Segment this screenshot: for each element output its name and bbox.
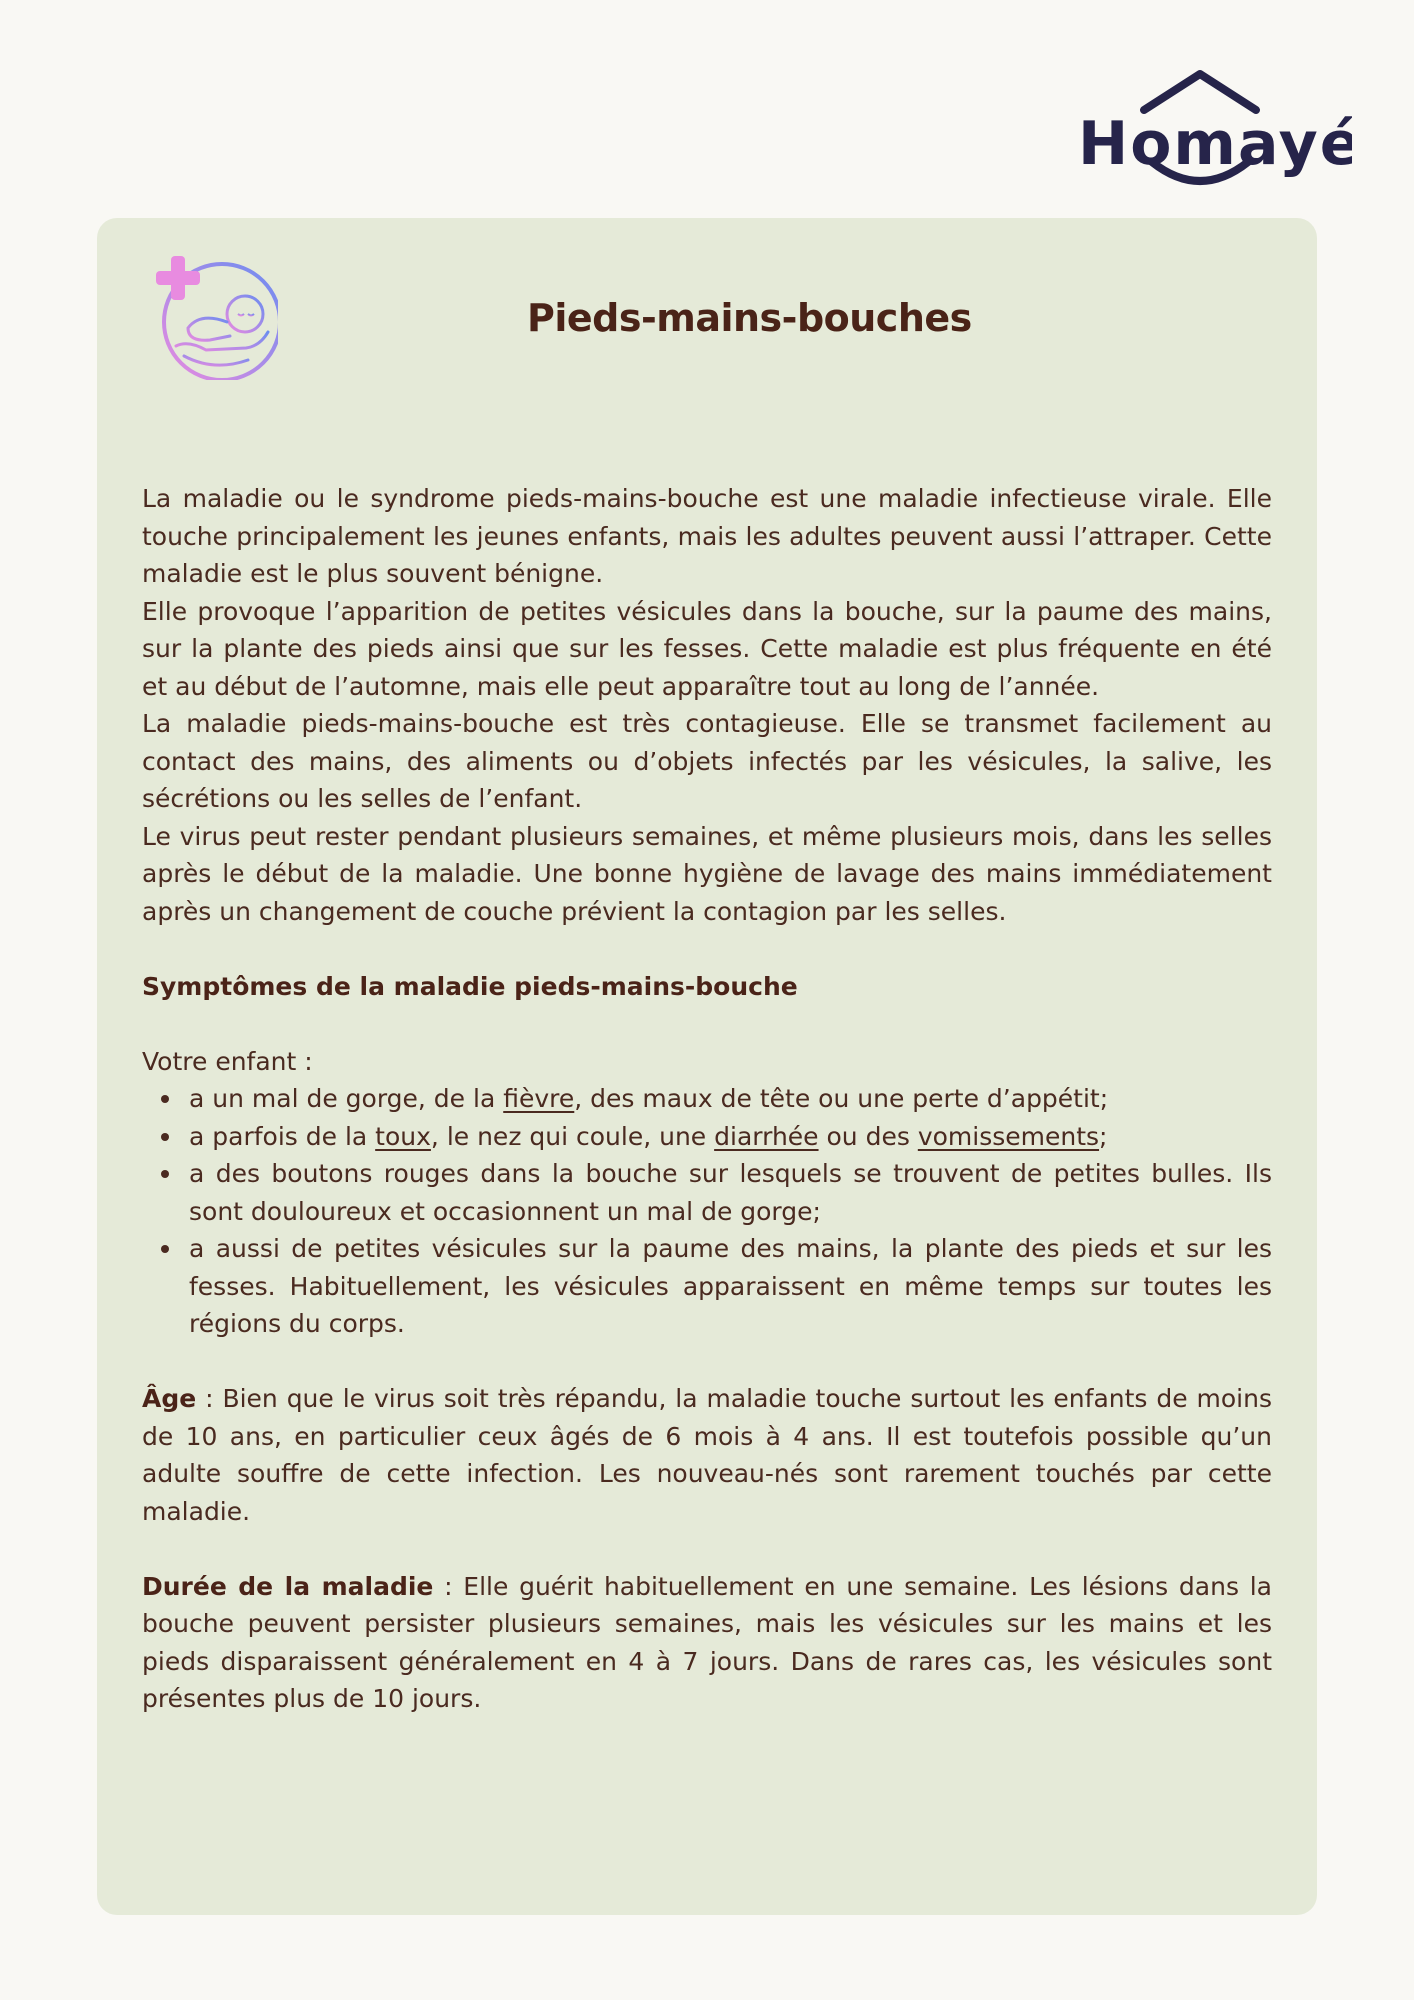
document-body — [142, 480, 1272, 1718]
link-diarrhee[interactable]: diarrhée — [714, 1121, 819, 1151]
house-roof-logo-icon — [1072, 60, 1352, 200]
list-item: a des boutons rouges dans la bouche sur lesquels se trouvent de petites bulles. Ils sont douloureux et occasionnent un mal de gorge; — [189, 1155, 1272, 1230]
age-paragraph: Âge : Bien que le virus soit très répandu, la maladie touche surtout les enfants de moins de 10 ans, en particulier ceux âgés de 6 mois à 4 ans. Il est toutefois possible qu’un adulte souffre de cette infection. Les nouveau-nés sont rarement touchés par cette maladie. — [142, 1384, 1272, 1526]
link-vomissements[interactable]: vomissements — [917, 1121, 1100, 1151]
list-item: a aussi de petites vésicules sur la paume des mains, la plante des pieds et sur les fesses. Habituellement, les vésicules apparaissent en même temps sur toutes les régions du corps. — [189, 1230, 1272, 1343]
paragraph: La maladie pieds-mains-bouche est très contagieuse. Elle se transmet facilement au contact des mains, des aliments ou d’objets infectés par les vésicules, la salive, les sécrétions ou les selles de l’enfant. — [142, 709, 1272, 813]
link-fievre[interactable]: fièvre — [503, 1084, 575, 1113]
paragraph: Le virus peut rester pendant plusieurs semaines, et même plusieurs mois, dans les selles après le début de la maladie. Une bonne hygiène de lavage des mains immédiatement après un changement de couche prévient la contagion par les selles. — [142, 821, 1272, 926]
list-item: a parfois de la toux, le nez qui coule, une diarrhée ou des vomissements; — [189, 1118, 1272, 1156]
symptoms-lead: Votre enfant : — [142, 1046, 313, 1076]
brand-logo — [1072, 60, 1352, 200]
paragraph: Elle provoque l’apparition de petites vésicules dans la bouche, sur la paume des mains, sur la plante des pieds ainsi que sur les fesses. Cette maladie est plus fréquente en été et au début de l’automne, mais elle peut apparaître tout au long de l’année. — [142, 596, 1272, 701]
duration-paragraph: Durée de la maladie : Elle guérit habituellement en une semaine. Les lésions dans la bouche peuvent persister plusieurs semaines, mais les vésicules sur les mains et les pieds disparaissent généralement en 4 à 7 jours. Dans de rares cas, les vésicules sont présentes plus de 10 jours. — [142, 1571, 1272, 1713]
content-card — [97, 218, 1317, 1915]
age-label: Âge — [142, 1384, 197, 1413]
logo-text: Homayé — [1078, 109, 1352, 179]
duration-label: Durée de la maladie — [142, 1571, 434, 1601]
symptoms-list — [142, 1080, 1272, 1343]
section-heading-symptoms: Symptômes de la maladie pieds-mains-bouche — [142, 971, 798, 1001]
list-item: a un mal de gorge, de la fièvre, des maux de tête ou une perte d’appétit; — [189, 1080, 1272, 1118]
page-title: Pieds-mains-bouches — [527, 296, 972, 340]
baby-in-hand-medical-icon — [148, 250, 278, 380]
paragraph: La maladie ou le syndrome pieds-mains-bouche est une maladie infectieuse virale. Elle touche principalement les jeunes enfants, mais les adultes peuvent aussi l’attraper. Cette maladie est le plus souvent bénigne. — [142, 484, 1272, 588]
link-toux[interactable]: toux — [375, 1121, 431, 1151]
